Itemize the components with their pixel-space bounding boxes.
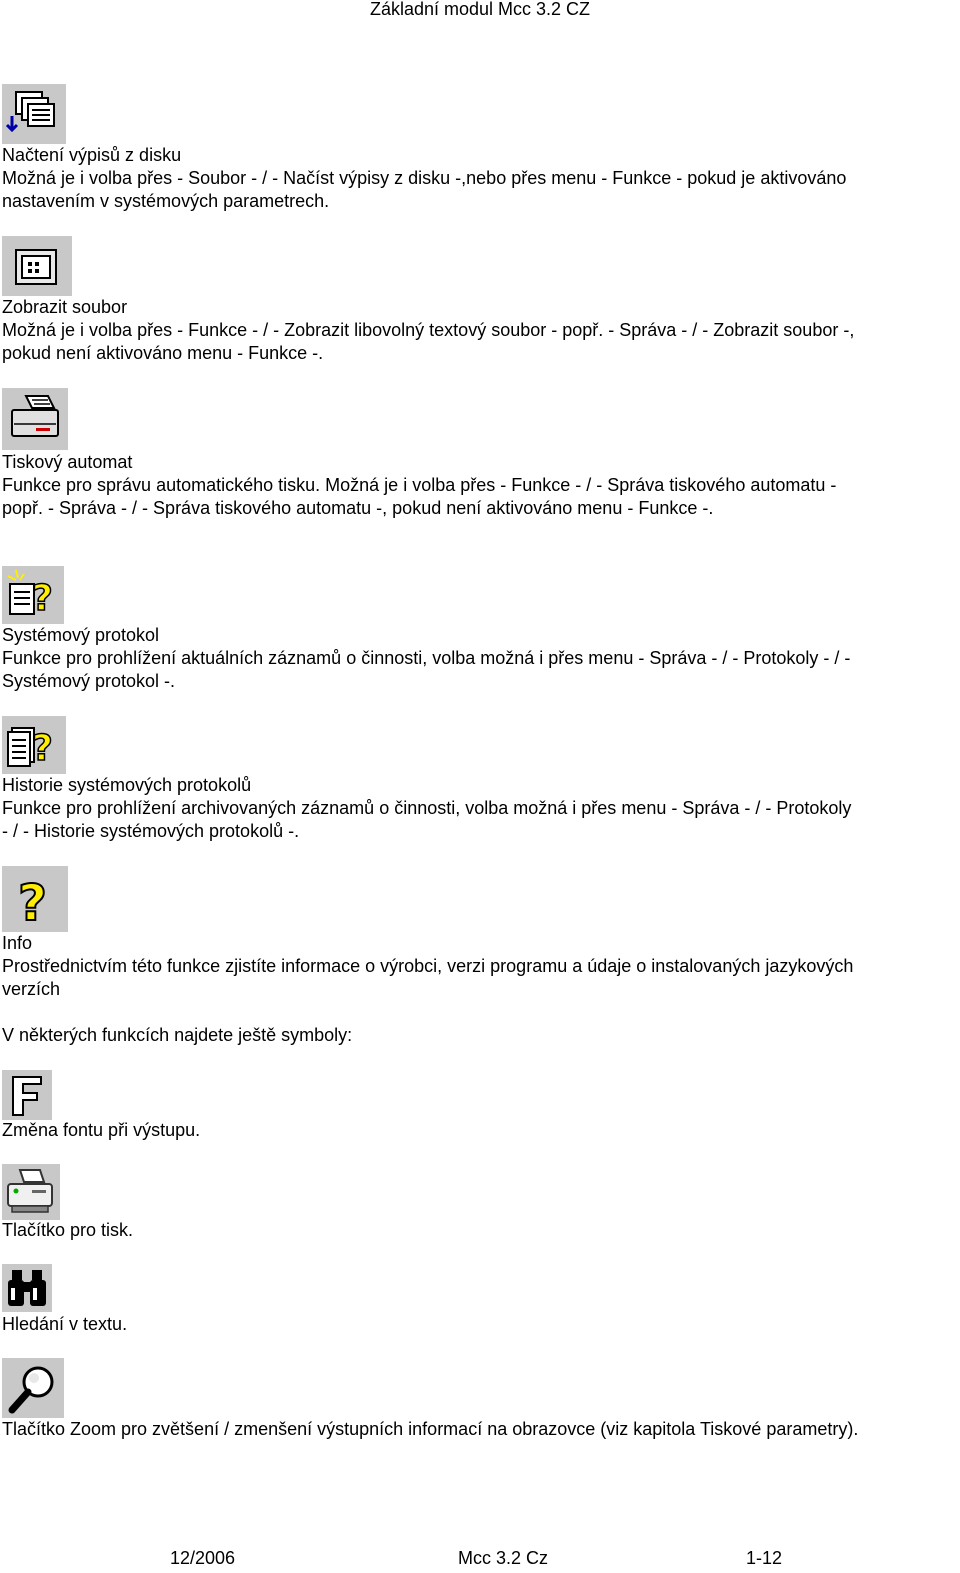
symbol-search-label: Hledání v textu. [2,1314,128,1334]
section-info-title: Info [2,933,33,953]
section-view-desc-1: Možná je i volba přes - Funkce - / - Zobrazit libovolný textový soubor - popř. - Správa - / - Zobrazit soubor -, [2,320,855,340]
section-history-title: Historie systémových protokolů [2,775,252,795]
symbols-intro: V některých funkcích najdete ještě symboly: [2,1025,353,1045]
section-print-desc-1: Funkce pro správu automatického tisku. Možná je i volba přes - Funkce - / - Správa tiskového automatu - [2,475,837,495]
section-history-desc-2: - / - Historie systémových protokolů -. [2,821,300,841]
section-syslog-desc-2: Systémový protokol -. [2,671,176,691]
section-print-desc-2: popř. - Správa - / - Správa tiskového automatu -, pokud není aktivováno menu - Funkce -. [2,498,714,518]
print-automat-icon[interactable] [2,388,68,450]
section-load-title: Načtení výpisů z disku [2,145,182,165]
svg-text:?: ? [32,728,53,769]
section-load-desc-1: Možná je i volba přes - Soubor - / - Načíst výpisy z disku -,nebo přes menu - Funkce - pokud je aktivováno [2,168,847,188]
footer-product: Mcc 3.2 Cz [458,1548,549,1568]
section-syslog-desc-1: Funkce pro prohlížení aktuálních záznamů o činnosti, volba možná i přes menu - Správa - / - Protokoly - / - [2,648,851,668]
svg-text:?: ? [32,578,53,619]
page-header-title: Základní modul Mcc 3.2 CZ [369,0,591,19]
info-icon[interactable] [2,866,68,932]
section-print-title: Tiskový automat [2,452,133,472]
section-load-desc-2: nastavením v systémových parametrech. [2,191,330,211]
symbol-print-label: Tlačítko pro tisk. [2,1220,134,1240]
font-icon[interactable] [2,1070,52,1120]
symbol-font-label: Změna fontu při výstupu. [2,1120,201,1140]
symbol-zoom-label: Tlačítko Zoom pro zvětšení / zmenšení výstupních informací na obrazovce (viz kapitola Tiskové parametry). [2,1419,859,1439]
system-log-icon[interactable] [2,566,64,624]
section-syslog-title: Systémový protokol [2,625,160,645]
section-history-desc-1: Funkce pro prohlížení archivovaných záznamů o činnosti, volba možná i přes menu - Správa - / - Protokoly [2,798,852,818]
section-info-desc-1: Prostřednictvím této funkce zjistíte informace o výrobci, verzi programu a údaje o instalovaných jazykových [2,956,854,976]
footer-page-number: 1-12 [746,1548,783,1568]
log-history-icon[interactable] [2,716,66,774]
section-view-desc-2: pokud není aktivováno menu - Funkce -. [2,343,324,363]
binoculars-icon[interactable] [2,1264,52,1312]
section-info-desc-2: verzích [2,979,61,999]
footer-date: 12/2006 [170,1548,236,1568]
printer-icon[interactable] [2,1164,60,1220]
load-statements-icon[interactable] [2,84,66,144]
view-file-icon[interactable] [2,236,72,296]
svg-text:?: ? [18,874,48,932]
section-view-title: Zobrazit soubor [2,297,128,317]
zoom-icon[interactable] [2,1358,64,1418]
